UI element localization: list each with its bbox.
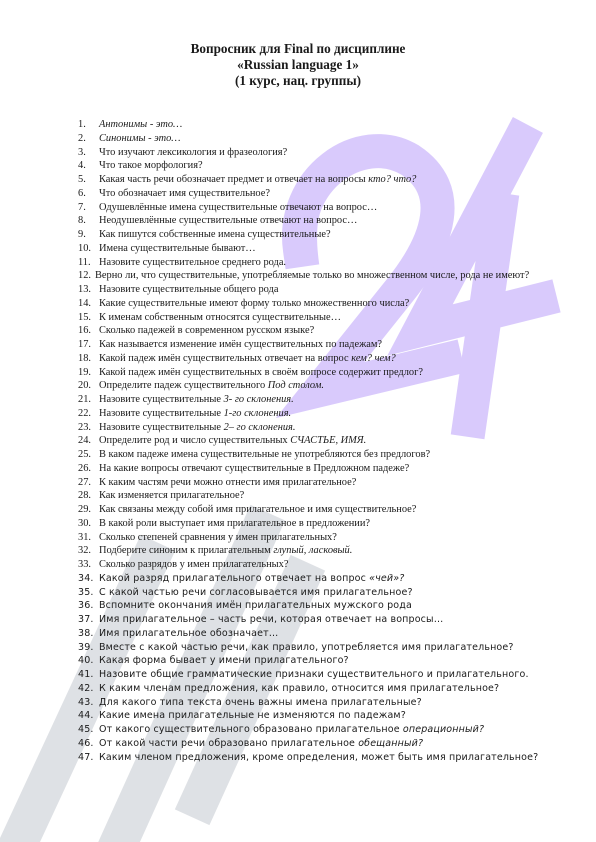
question-number: 41. bbox=[78, 669, 94, 680]
question-number: 7. bbox=[78, 201, 86, 213]
question-number: 13. bbox=[78, 284, 91, 295]
question-number: 9. bbox=[78, 229, 86, 240]
question-number: 31. bbox=[78, 531, 91, 543]
question-italic: 2– го склонения. bbox=[223, 421, 296, 433]
question-number: 40. bbox=[78, 655, 94, 667]
question-text: Вспомните окончания имён прилагательных мужского рода bbox=[99, 600, 412, 612]
question-number: 37. bbox=[78, 614, 94, 625]
question-text: Какая форма бывает у имени прилагательного? bbox=[99, 655, 349, 667]
question-number: 38. bbox=[78, 627, 94, 639]
question-item bbox=[78, 572, 568, 586]
question-text: В какой роли выступает имя прилагательное в предложении? bbox=[99, 517, 371, 529]
question-item bbox=[78, 214, 568, 228]
question-text: Сколько разрядов у имен прилагательных? bbox=[99, 559, 289, 570]
question-item bbox=[78, 324, 568, 338]
question-text: Как связаны между собой имя прилагательное и имя существительное? bbox=[99, 504, 417, 515]
question-number: 27. bbox=[78, 476, 91, 488]
question-text: От какого существительного образовано прилагательное bbox=[99, 724, 403, 735]
question-text: Какая часть речи обозначает предмет и отвечает на вопросы bbox=[99, 174, 369, 185]
question-text: Что обозначает имя существительное? bbox=[99, 187, 270, 199]
question-number: 39. bbox=[78, 641, 94, 653]
title-line-2: «Russian language 1» bbox=[237, 57, 359, 72]
question-italic: кто? что? bbox=[368, 174, 417, 185]
question-item bbox=[78, 297, 568, 311]
question-item bbox=[78, 696, 568, 710]
question-italic: СЧАСТЬЕ, ИМЯ. bbox=[290, 435, 367, 447]
question-text: Назовите общие грамматические признаки существительного и прилагательного. bbox=[99, 669, 529, 680]
question-item bbox=[78, 709, 568, 723]
question-text: Сколько падежей в современном русском языке? bbox=[99, 325, 315, 337]
question-item bbox=[78, 641, 568, 655]
question-text: Подберите синоним к прилагательным bbox=[99, 545, 274, 557]
question-text: Назовите существительные общего рода bbox=[99, 284, 279, 295]
question-text: Назовите существительные bbox=[99, 407, 224, 419]
question-item bbox=[78, 627, 568, 641]
question-number: 11. bbox=[78, 256, 91, 268]
question-text: Определите род и число существительных bbox=[99, 435, 291, 447]
question-item bbox=[78, 421, 568, 435]
question-item bbox=[78, 256, 568, 270]
question-number: 23. bbox=[78, 421, 91, 433]
question-number: 16. bbox=[78, 325, 91, 337]
question-number: 14. bbox=[78, 297, 91, 309]
question-text: К каким членам предложения, как правило, относится имя прилагательное? bbox=[99, 682, 500, 694]
question-item bbox=[78, 682, 568, 696]
question-text: Какие имена прилагательные не изменяются по падежам? bbox=[99, 710, 406, 722]
question-item bbox=[78, 434, 568, 448]
question-number: 29. bbox=[78, 504, 91, 515]
question-number: 30. bbox=[78, 517, 91, 529]
question-number: 46. bbox=[78, 737, 94, 749]
question-item bbox=[78, 503, 568, 517]
question-item bbox=[78, 668, 568, 682]
question-number: 3. bbox=[78, 146, 86, 158]
question-item bbox=[78, 531, 568, 545]
question-italic: кем? чем? bbox=[351, 352, 396, 364]
question-text: Какой падеж имён существительных в своём вопросе содержит предлог? bbox=[99, 366, 423, 378]
question-text: От какой части речи образовано прилагательное bbox=[99, 737, 359, 749]
question-number: 20. bbox=[78, 380, 91, 392]
question-item bbox=[78, 132, 568, 146]
question-text: Назовите существительное среднего рода. bbox=[99, 256, 287, 268]
question-item bbox=[78, 558, 568, 572]
question-italic: обещанный? bbox=[358, 737, 424, 749]
question-number: 43. bbox=[78, 696, 94, 708]
question-text: Что изучают лексикология и фразеология? bbox=[99, 146, 288, 158]
question-item bbox=[78, 269, 568, 283]
question-text: На какие вопросы отвечают существительные в Предложном падеже? bbox=[99, 462, 410, 474]
question-number: 2. bbox=[78, 132, 86, 144]
question-number: 18. bbox=[78, 352, 91, 364]
question-text: Каким членом предложения, кроме определения, может быть имя прилагательное? bbox=[99, 751, 539, 763]
question-number: 6. bbox=[78, 187, 86, 199]
question-item bbox=[78, 613, 568, 627]
question-item bbox=[78, 393, 568, 407]
question-number: 12. bbox=[78, 270, 91, 282]
question-item bbox=[78, 201, 568, 215]
question-item bbox=[78, 723, 568, 737]
question-item bbox=[78, 654, 568, 668]
question-text: С какой частью речи согласовывается имя прилагательное? bbox=[99, 586, 413, 598]
question-text: Имена существительные бывают… bbox=[99, 242, 256, 254]
question-item bbox=[78, 242, 568, 256]
question-italic: глупый, ласковый. bbox=[273, 545, 353, 557]
question-text: Как пишутся собственные имена существительные? bbox=[99, 229, 331, 240]
question-item bbox=[78, 366, 568, 380]
question-italic: «чей»? bbox=[369, 572, 405, 584]
question-text: К каким частям речи можно отнести имя прилагательное? bbox=[99, 476, 357, 488]
question-item bbox=[78, 283, 568, 297]
question-number: 1. bbox=[78, 119, 86, 130]
question-item bbox=[78, 338, 568, 352]
question-text: Что такое морфология? bbox=[99, 160, 203, 172]
question-item bbox=[78, 173, 568, 187]
question-number: 10. bbox=[78, 242, 91, 254]
question-item bbox=[78, 462, 568, 476]
question-number: 45. bbox=[78, 724, 94, 735]
question-item bbox=[78, 118, 568, 132]
question-number: 44. bbox=[78, 710, 94, 722]
question-italic: 3- го склонения. bbox=[223, 394, 294, 405]
question-italic: Синонимы - это… bbox=[99, 132, 181, 144]
question-italic: 1-го склонения. bbox=[223, 407, 292, 419]
question-text: К именам собственным относятся существительные… bbox=[99, 311, 342, 323]
question-number: 19. bbox=[78, 366, 91, 378]
document-title bbox=[0, 41, 596, 89]
question-item bbox=[78, 228, 568, 242]
question-item bbox=[78, 476, 568, 490]
question-number: 25. bbox=[78, 449, 91, 460]
question-number: 35. bbox=[78, 586, 94, 598]
question-number: 5. bbox=[78, 174, 86, 185]
question-item bbox=[78, 737, 568, 751]
question-item bbox=[78, 751, 568, 765]
question-item bbox=[78, 379, 568, 393]
question-item bbox=[78, 599, 568, 613]
question-text: Какой разряд прилагательного отвечает на вопрос bbox=[99, 572, 370, 584]
question-text: Как называется изменение имён существительных по падежам? bbox=[99, 339, 383, 350]
question-item bbox=[78, 448, 568, 462]
question-text: Имя прилагательное – часть речи, которая отвечает на вопросы… bbox=[99, 614, 444, 625]
question-list bbox=[78, 118, 568, 764]
question-number: 24. bbox=[78, 435, 91, 447]
question-italic: Антонимы - это… bbox=[99, 119, 183, 130]
question-text: Какие существительные имеют форму только множественного числа? bbox=[99, 297, 410, 309]
question-text: Как изменяется прилагательное? bbox=[99, 490, 245, 502]
question-item bbox=[78, 489, 568, 503]
question-item bbox=[78, 407, 568, 421]
question-text: В каком падеже имена существительные не употребляются без предлогов? bbox=[99, 449, 431, 460]
question-text: Сколько степеней сравнения у имен прилагательных? bbox=[99, 531, 337, 543]
question-item bbox=[78, 146, 568, 160]
question-text: Назовите существительные bbox=[99, 394, 224, 405]
question-item bbox=[78, 517, 568, 531]
question-number: 26. bbox=[78, 462, 91, 474]
question-number: 36. bbox=[78, 600, 94, 612]
question-text: Имя прилагательное обозначает… bbox=[99, 627, 279, 639]
question-text: Вместе с какой частью речи, как правило, употребляется имя прилагательное? bbox=[99, 641, 514, 653]
question-item bbox=[78, 187, 568, 201]
question-number: 15. bbox=[78, 311, 91, 323]
question-number: 22. bbox=[78, 407, 91, 419]
question-number: 4. bbox=[78, 160, 86, 172]
question-item bbox=[78, 586, 568, 600]
question-number: 47. bbox=[78, 751, 94, 763]
title-line-1: Вопросник для Final по дисциплине bbox=[190, 41, 406, 56]
question-number: 21. bbox=[78, 394, 91, 405]
title-line-3: (1 курс, нац. группы) bbox=[234, 73, 362, 88]
question-text: Какой падеж имён существительных отвечает на вопрос bbox=[99, 352, 352, 364]
question-text: Верно ли, что существительные, употребляемые только во множественном числе, рода не имеют? bbox=[95, 270, 530, 282]
question-text: Одушевлённые имена существительные отвечают на вопрос… bbox=[99, 201, 378, 213]
question-text: Неодушевлённые существительные отвечают на вопрос… bbox=[99, 215, 358, 227]
question-italic: операционный? bbox=[402, 724, 485, 735]
question-number: 42. bbox=[78, 682, 94, 694]
question-text: Определите падеж существительного bbox=[99, 380, 268, 392]
question-number: 32. bbox=[78, 545, 91, 557]
question-text: Назовите существительные bbox=[99, 421, 224, 433]
question-item bbox=[78, 311, 568, 325]
question-number: 33. bbox=[78, 559, 91, 570]
question-number: 8. bbox=[78, 215, 86, 227]
question-number: 17. bbox=[78, 339, 91, 350]
question-number: 28. bbox=[78, 490, 91, 502]
question-number: 34. bbox=[78, 572, 94, 584]
question-text: Для какого типа текста очень важны имена прилагательные? bbox=[99, 696, 422, 708]
question-italic: Под столом. bbox=[267, 380, 324, 392]
question-item bbox=[78, 352, 568, 366]
question-item bbox=[78, 544, 568, 558]
question-item bbox=[78, 159, 568, 173]
